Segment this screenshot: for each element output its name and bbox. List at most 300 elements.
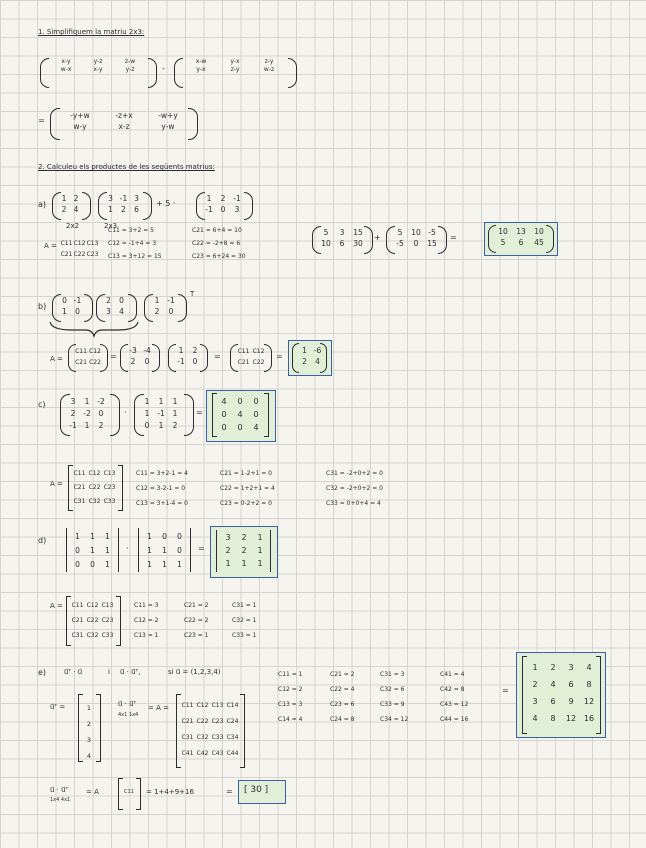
steps-c-col1 [136,466,188,511]
matrix-b-coefficients [74,346,102,368]
matrix-cell: 10 [534,227,544,236]
matrix-cell: C21 [75,359,87,366]
matrix-cell: 5 [323,228,329,237]
matrix-cell: C23 [103,484,116,491]
matrix-ex1-a [50,58,146,74]
matrix-cell: 2 [61,205,67,214]
matrix-cell: 1 [90,532,95,541]
last-eq-a: = A [86,788,99,796]
matrix-cell: 0 [162,532,167,541]
step-c33: C33 = 0+0+4 = 4 [326,500,381,507]
matrix-cell: -1 [69,421,77,430]
bracket-right [264,393,269,437]
paren-left [174,58,183,88]
matrix-cell: 2 [550,663,556,672]
matrix-cell: C12 [73,240,86,247]
steps-d-col3 [232,598,256,643]
steps-d-col1 [134,598,158,643]
det-bar-right [190,528,191,572]
matrix-cell: 0 [168,307,174,316]
e-header-2: u⃗ · u⃗ᵀ, [120,668,141,676]
matrix-cell: 1 [90,546,95,555]
dimension-label: 2x2 [66,222,80,230]
matrix-cell: y-x [230,58,240,65]
e-a-label: = A = [148,704,169,712]
matrix-cell: 0 [192,357,198,366]
paren-right [82,192,91,220]
matrix-cell: 0 [221,423,227,432]
matrix-cell: 1 [84,397,90,406]
matrix-cell: 0 [253,397,259,406]
matrix-cell: x-z [118,122,130,131]
steps-a-right [192,224,246,263]
matrix-cell: 1 [257,546,263,555]
matrix-cell: 4 [237,410,243,419]
step-c31: C31 = 3 [380,671,405,678]
matrix-cell: 1 [61,194,67,203]
exercise-1-title: 1. Simplifiquem la matriu 2x3: [38,28,145,36]
matrix-cell: 2 [106,296,111,305]
matrix-cell: C22 [88,484,101,491]
matrix-cell: 3 [108,194,113,203]
transpose-mark: T [190,290,195,298]
matrix-cell: C21 [60,251,73,258]
matrix-cell: 2 [98,421,104,430]
part-d-label: d) [38,536,47,545]
plus-sign: + [374,233,381,242]
matrix-cell: C14 [226,702,239,709]
matrix-cell: -1 [233,194,241,203]
matrix-cell: 1 [144,397,150,406]
step-c13: C13 = 1 [134,632,159,639]
steps-e-col4 [440,667,468,727]
matrix-cell: -5 [428,228,436,237]
matrix-cell: 1 [154,296,160,305]
matrix-cell: 12 [565,714,577,723]
matrix-cell: C12 [88,470,101,477]
matrix-cell: C21 [181,718,194,725]
step-c33: C33 = 1 [232,632,257,639]
matrix-cell: C23 [101,617,114,624]
matrix-cell: 4 [73,205,79,214]
matrix-cell: C11 [181,702,194,709]
step-c41: C41 = 4 [440,671,465,678]
matrix-b-c [236,346,266,368]
matrix-c-result [216,395,264,434]
matrix-cell: C11 [237,348,250,355]
step-c23: C23 = 6+24 = 30 [192,253,246,260]
matrix-cell: w-z [263,66,275,73]
matrix-cell: C43 [211,750,224,757]
vector-ut [82,700,96,764]
matrix-cell: 4 [315,357,320,366]
final-result: [ 30 ] [244,785,269,795]
step-c32: C32 = 1 [232,617,257,624]
matrix-cell: 6 [339,239,345,248]
matrix-cell: 5 [397,228,403,237]
matrix-a-m1 [58,193,82,215]
matrix-cell: C22 [73,251,86,258]
c-matrix-label: A = [50,480,63,488]
matrix-cell: 1 [105,532,110,541]
matrix-cell: 2 [130,357,136,366]
matrix-cell: 1 [84,421,90,430]
matrix-cell: 0 [221,410,227,419]
step-c24: C24 = 8 [330,716,355,723]
matrix-cell: 6 [134,205,139,214]
matrix-cell: C13 [103,470,116,477]
matrix-cell: 2 [192,346,198,355]
product-dims: 4x1 1x4 [118,712,139,718]
bracket-right [240,694,245,768]
matrix-cell: 0 [413,239,419,248]
matrix-cell: 1 [62,307,67,316]
plus-five: + 5 · [156,199,176,208]
matrix-cell: 1 [158,397,164,406]
matrix-b-p2 [174,345,202,367]
det-bar-right [270,530,271,572]
matrix-cell: C33 [211,734,224,741]
matrix-cell: z-y [230,66,240,73]
steps-e-col3 [380,667,408,727]
matrix-cell: C13 [101,602,114,609]
matrix-cell: 1 [75,532,80,541]
bracket-right [596,656,601,734]
matrix-cell: w-y [73,122,87,131]
matrix-d-coefficients [70,598,115,643]
matrix-cell: 4 [550,680,556,689]
matrix-cell: -6 [313,346,322,355]
matrix-cell: -1 [205,205,213,214]
matrix-ex1-b [184,58,286,74]
equals-sign: = [502,686,509,695]
matrix-a-coefficients [60,238,99,260]
matrix-cell: C22 [89,359,101,366]
matrix-cell: C22 [252,359,265,366]
step-c13: C13 = 3+1-4 = 0 [136,500,188,507]
step-c12: C12 = 3-2-1 = 0 [136,485,186,492]
matrix-a-result [494,226,548,248]
matrix-c-m1 [66,396,108,432]
matrix-cell: C31 [71,632,84,639]
step-c12: C12 = 2 [134,617,159,624]
det-bar-left [216,530,217,572]
matrix-cell: -1 [119,194,128,203]
equals-sign: = [276,352,283,361]
matrix-cell: C12 [196,702,209,709]
last-product-dims: 1x4 4x1 [50,797,71,803]
steps-e-col1 [278,667,302,727]
matrix-cell: 0 [177,532,182,541]
matrix-cell: -1 [157,409,165,418]
matrix-cell: -4 [143,346,151,355]
matrix-cell: -y+w [70,111,90,120]
matrix-cell: 0 [90,560,95,569]
matrix-cell: 1 [206,194,212,203]
steps-e-col2 [330,667,354,727]
matrix-cell: C13 [86,240,99,247]
matrix-cell: 10 [411,228,421,237]
matrix-cell: 1 [172,409,178,418]
matrix-d-result [220,531,268,570]
paren-right [128,294,137,322]
matrix-cell: C33 [101,632,114,639]
matrix-cell: 13 [516,227,526,236]
matrix-cell: 2 [532,680,538,689]
steps-a-left [108,224,162,263]
part-b-label: b) [38,302,47,311]
step-c21: C21 = 1-2+1 = 0 [220,470,272,477]
part-c-label: c) [38,400,46,409]
matrix-cell: 1 [257,559,263,568]
matrix-cell: 2 [73,194,79,203]
step-c22: C22 = 4 [330,686,355,693]
step-c11: C11 = 3 [134,602,159,609]
steps-c-col3 [326,466,383,511]
step-c21: C21 = 2 [184,602,209,609]
paren-left [40,58,49,88]
matrix-cell: C32 [88,498,101,505]
matrix-cell: 4 [253,423,259,432]
paren-right [188,108,198,140]
bracket-right [116,596,121,646]
matrix-cell: x-y [93,66,103,73]
matrix-cell: 2 [172,421,178,430]
ut-label: u⃗ᵀ = [50,703,66,711]
matrix-cell: 4 [221,397,227,406]
matrix-cell: 1 [105,560,110,569]
matrix-cell: z-y [264,58,274,65]
matrix-cell: 1 [144,409,150,418]
step-c12: C12 = -1+4 = 3 [108,240,157,247]
paren-right [320,343,327,373]
det-bar-left [66,528,67,572]
matrix-cell: 1 [532,663,538,672]
equals-sign: = [450,233,457,242]
bracket-right [96,694,101,762]
paren-right [184,394,194,436]
dot-sign: · [124,408,127,417]
product-label: u⃗ · u⃗ᵀ [118,700,137,708]
matrix-cell: 1 [108,205,113,214]
paren-right [264,344,272,372]
matrix-b-m3 [150,295,178,317]
matrix-a-p2 [392,227,440,249]
matrix-cell: -2 [97,397,105,406]
matrix-cell: 2 [241,546,247,555]
matrix-c-coefficients [72,467,117,509]
matrix-cell: -1 [177,357,185,366]
minus-sign: - [162,64,165,73]
step-c32: C32 = -2+0+2 = 0 [326,485,383,492]
matrix-cell: 0 [62,296,67,305]
matrix-cell: 1 [162,560,167,569]
matrix-cell: -1 [167,296,175,305]
matrix-cell: z-w [124,58,136,65]
last-sum: = 1+4+9+16 [146,788,194,796]
paren-right [178,294,187,322]
matrix-cell: 1 [147,560,152,569]
matrix-cell: 0 [237,397,243,406]
matrix-cell: 8 [550,714,556,723]
step-c23: C23 = 1 [184,632,209,639]
paren-right [100,344,108,372]
matrix-cell: C11 [71,602,84,609]
matrix-cell: C41 [181,750,194,757]
matrix-cell: 2 [154,307,160,316]
e-header-1: u⃗ᵀ · u⃗ [64,668,83,676]
step-c14: C14 = 4 [278,716,303,723]
matrix-ex1-result [58,110,190,132]
matrix-cell: 16 [583,714,595,723]
step-c21: C21 = 6+4 = 10 [192,227,242,234]
matrix-e-result [526,659,598,727]
exercise-2-title: 2. Calculeu els productes de les següents matrius: [38,163,215,171]
matrix-cell: C32 [196,734,209,741]
matrix-cell: x-y [61,58,71,65]
matrix-cell: 1 [257,533,263,542]
steps-d-col2 [184,598,208,643]
matrix-cell: C24 [226,718,239,725]
matrix-cell: 2 [86,720,92,728]
paren-right [84,294,93,322]
matrix-cell: C31 [181,734,194,741]
matrix-cell: 1 [302,346,307,355]
matrix-cell: C32 [86,632,99,639]
matrix-a-m2 [104,193,143,215]
bracket-right [136,778,141,810]
matrix-cell: 10 [498,227,508,236]
step-c13: C13 = 3 [278,701,303,708]
matrix-cell: 30 [353,239,363,248]
step-c21: C21 = 2 [330,671,355,678]
matrix-cell: 1 [105,546,110,555]
matrix-cell: 1 [241,559,247,568]
matrix-cell: 2 [241,533,247,542]
matrix-cell: 0 [144,357,150,366]
step-c42: C42 = 8 [440,686,465,693]
step-c34: C34 = 12 [380,716,409,723]
equals-sign: = [110,352,117,361]
equals-sign: = [214,352,221,361]
matrix-d-m2 [142,530,187,572]
matrix-cell: 3 [106,307,111,316]
matrix-cell: 4 [86,752,92,760]
step-c11: C11 = 3+2-1 = 4 [136,470,188,477]
step-c22: C22 = -2+8 = 6 [192,240,241,247]
matrix-e-coefficients [180,698,240,762]
matrix-cell: 6 [550,697,556,706]
matrix-cell: C11 [75,348,87,355]
matrix-cell: -3 [129,346,137,355]
step-c31: C31 = 1 [232,602,257,609]
step-c33: C33 = 9 [380,701,405,708]
d-matrix-label: A = [50,602,63,610]
matrix-a-m3 [202,193,244,215]
equals-sign: = [226,787,233,796]
matrix-cell: 3 [532,697,538,706]
step-c12: C12 = 2 [278,686,303,693]
matrix-cell: C44 [226,750,239,757]
matrix-cell: 0 [75,560,80,569]
matrix-cell: 3 [134,194,139,203]
matrix-cell: 3 [70,397,76,406]
matrix-cell: C21 [71,617,84,624]
matrix-cell: C12 [86,602,99,609]
matrix-cell: 0 [237,423,243,432]
matrix-cell: 1 [162,546,167,555]
matrix-d-m1 [70,530,115,572]
matrix-cell: y-z [125,66,135,73]
matrix-cell: y-x [196,66,206,73]
matrix-cell: C11 [60,240,73,247]
step-c44: C44 = 16 [440,716,469,723]
paren-right [148,58,157,88]
matrix-cell: C11 [73,470,86,477]
matrix-cell: C12 [252,348,265,355]
matrix-cell: 8 [586,680,592,689]
matrix-cell: 15 [353,228,363,237]
matrix-cell: 0 [253,410,259,419]
matrix-cell: 1 [225,559,231,568]
det-bar-left [138,528,139,572]
step-c31: C31 = -2+0+2 = 0 [326,470,383,477]
steps-c-col2 [220,466,275,511]
matrix-cell: -1 [73,296,82,305]
matrix-cell: 1 [177,560,182,569]
paren-right [152,344,160,372]
matrix-cell: 1 [158,421,164,430]
matrix-cell: C22 [196,718,209,725]
step-c11: C11 = 1 [278,671,303,678]
step-c23: C23 = 6 [330,701,355,708]
paren-right [288,58,297,88]
matrix-cell: 1 [178,346,184,355]
matrix-b-m1 [58,295,84,317]
paren-right [200,344,208,372]
matrix-cell: 0 [220,205,226,214]
matrix-cell: 0 [98,409,104,418]
matrix-cell: 1 [147,532,152,541]
matrix-cell: 0 [75,546,80,555]
matrix-cell: 0 [119,296,124,305]
matrix-cell: C33 [103,498,116,505]
equals-sign: = [198,544,205,553]
matrix-cell: 45 [534,238,544,247]
matrix-cell: C42 [196,750,209,757]
matrix-cell: 0 [177,546,182,555]
paren-right [143,192,152,220]
matrix-cell: 3 [225,533,231,542]
step-c43: C43 = 12 [440,701,469,708]
matrix-cell: 2 [220,194,226,203]
matrix-cell: 9 [568,697,574,706]
matrix-cell: 2 [302,357,307,366]
matrix-cell: y-w [161,122,175,131]
matrix-cell: C21 [237,359,250,366]
part-a-label: a) [38,200,47,209]
matrix-cell: 1 [147,546,152,555]
matrix-cell: 1 [172,397,178,406]
matrix-cell: 3 [234,205,240,214]
paren-right [244,192,253,220]
matrix-cell: C12 [89,348,101,355]
step-c13: C13 = 3+12 = 15 [108,253,162,260]
matrix-c-m2 [140,396,182,432]
last-product-label: u⃗ · u⃗ᵀ [50,786,69,794]
paren-right [546,225,554,253]
matrix-cell: 0 [144,421,150,430]
